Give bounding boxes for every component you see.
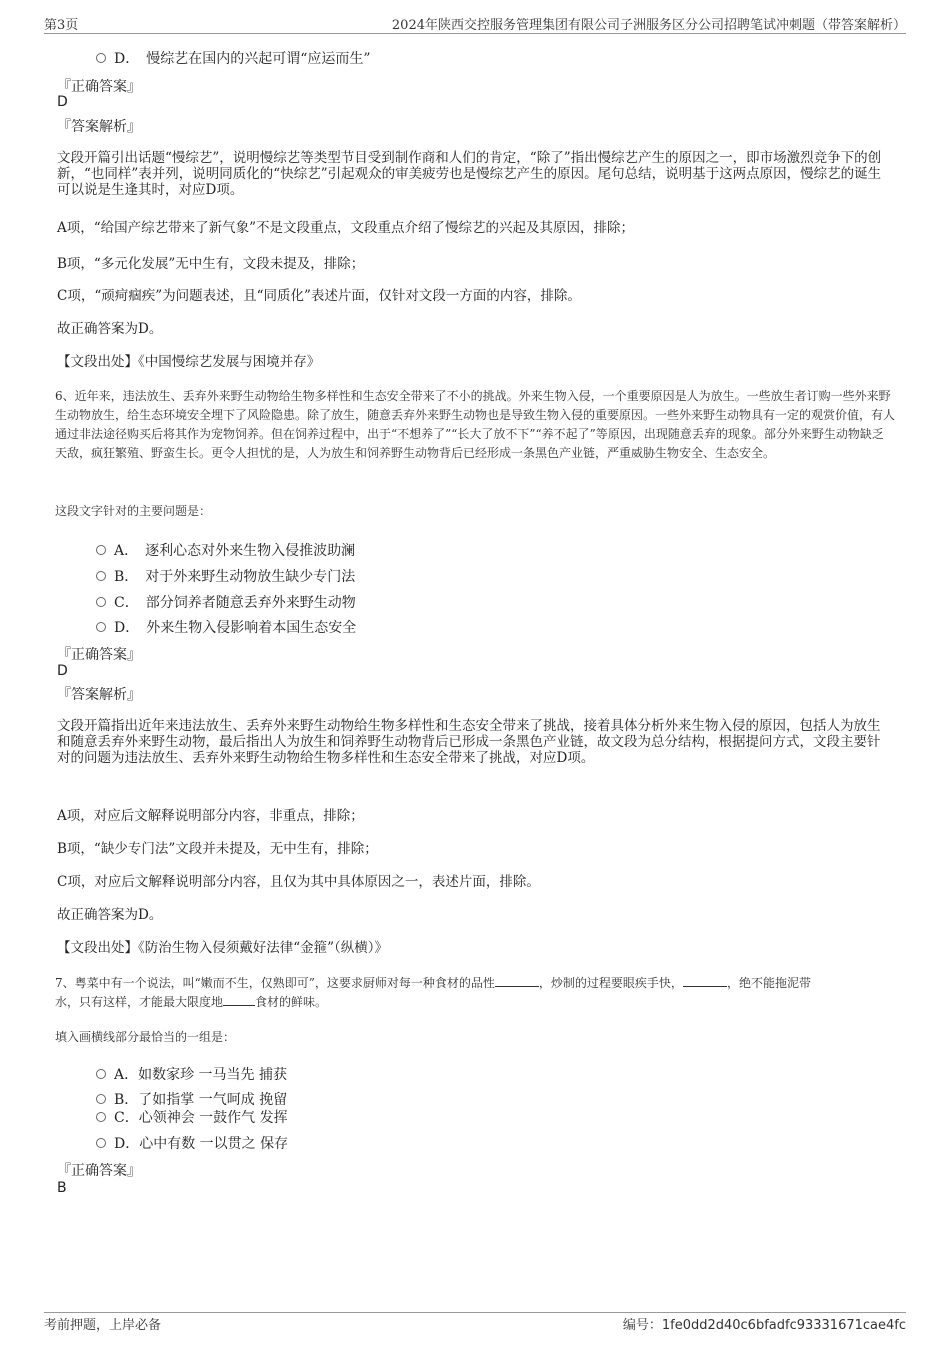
header-divider bbox=[44, 33, 906, 34]
q7-question: 填入画横线部分最恰当的一组是： bbox=[55, 1030, 236, 1044]
q7-answer: B bbox=[57, 1180, 67, 1196]
option-label: A．如数家珍 一马当先 捕获 bbox=[114, 1067, 288, 1083]
radio-icon[interactable] bbox=[96, 1112, 106, 1122]
q5-analysis-label: 『答案解析』 bbox=[57, 119, 141, 135]
option-label: A． 逐利心态对外来生物入侵推波助澜 bbox=[114, 543, 356, 559]
q7-option-d[interactable] bbox=[96, 1133, 288, 1153]
q7-stem-part2: ，炒制的过程要眼疾手快， bbox=[538, 976, 683, 990]
radio-icon[interactable] bbox=[96, 597, 106, 607]
q7-answer-label: 『正确答案』 bbox=[57, 1163, 141, 1179]
option-label: C． 部分饲养者随意丢弃外来野生动物 bbox=[114, 595, 356, 611]
q6-option-a[interactable] bbox=[96, 540, 355, 560]
q5-option-d[interactable] bbox=[96, 48, 371, 68]
document-code bbox=[623, 1314, 906, 1333]
code-value: 1fe0dd2d40c6bfadfc93331671cae4fc bbox=[661, 1318, 906, 1333]
q5-source: 【文段出处】《中国慢综艺发展与困境并存》 bbox=[57, 354, 321, 370]
fill-blank-3[interactable] bbox=[223, 993, 255, 1006]
q5-note-a: A项，“给国产综艺带来了新气象”不是文段重点，文段重点介绍了慢综艺的兴起及其原因，排除； bbox=[57, 220, 635, 236]
radio-icon[interactable] bbox=[96, 1138, 106, 1148]
q7-option-c[interactable] bbox=[96, 1107, 288, 1127]
option-label: B．了如指掌 一气呵成 挽留 bbox=[114, 1092, 288, 1108]
q5-answer-label: 『正确答案』 bbox=[57, 79, 141, 95]
q6-stem: 6、近年来，违法放生、丢弃外来野生动物给生物多样性和生态安全带来了不小的挑战。外来生物入侵，一个重要原因是人为放生。一些放生者订购一些外来野生动物放生，给生态环境安全埋下了风险隐患。除了放生，随意丢弃外来野生动物也是导致生物入侵的重要原因。一些外来野生动物具有一定的观赏价值，有人通过非法途径购买后将其作为宠物饲养。但在饲养过程中，出于“不想养了”“长大了放不下”“养不起了”等原因，出现随意丢弃的现象。部分外来野生动物缺乏天敌，疯狂繁殖、野蛮生长。更令人担忧的是，人为放生和饲养野生动物背后已经形成一条黑色产业链，严重威胁生物安全、生态安全。 bbox=[55, 389, 896, 460]
radio-icon[interactable] bbox=[96, 571, 106, 581]
q6-answer-label: 『正确答案』 bbox=[57, 647, 141, 663]
q7-stem bbox=[55, 974, 895, 1012]
q6-note-c: C项，对应后文解释说明部分内容，且仅为其中具体原因之一，表述片面，排除。 bbox=[57, 874, 540, 890]
q6-note-b: B项，“缺少专门法”文段并未提及，无中生有，排除； bbox=[57, 841, 378, 857]
fill-blank-1[interactable] bbox=[495, 974, 539, 987]
radio-icon[interactable] bbox=[96, 1094, 106, 1104]
radio-icon[interactable] bbox=[96, 53, 106, 63]
option-label: D． 外来生物入侵影响着本国生态安全 bbox=[114, 620, 357, 636]
option-label: C．心领神会 一鼓作气 发挥 bbox=[114, 1110, 288, 1126]
q7-stem-part1: 7、粤菜中有一个说法，叫“嫩而不生，仅熟即可”，这要求厨师对每一种食材的品性 bbox=[55, 976, 495, 990]
q6-note-a: A项，对应后文解释说明部分内容，非重点，排除； bbox=[57, 808, 364, 824]
q5-note-c: C项，“顽疴痼疾”为问题表述，且“同质化”表述片面，仅针对文段一方面的内容，排除。 bbox=[57, 288, 581, 304]
q7-stem-line2-part1: 水，只有这样，才能最大限度地 bbox=[55, 995, 224, 1009]
q7-option-a[interactable] bbox=[96, 1064, 287, 1084]
q7-stem-part3: ，绝不能拖泥带 bbox=[726, 976, 811, 990]
q6-option-c[interactable] bbox=[96, 592, 356, 612]
q5-answer: D bbox=[57, 94, 68, 110]
q6-source: 【文段出处】《防治生物入侵须戴好法律“金箍”（纵横）》 bbox=[57, 940, 389, 956]
code-label: 编号： bbox=[622, 1318, 662, 1333]
radio-icon[interactable] bbox=[96, 622, 106, 632]
fill-blank-2[interactable] bbox=[683, 974, 727, 987]
q6-option-d[interactable] bbox=[96, 617, 356, 637]
q5-analysis: 文段开篇引出话题“慢综艺”，说明慢综艺等类型节目受到制作商和人们的肯定，“除了”指出慢综艺产生的原因之一，即市场激烈竞争下的创新，“也同样”表并列，说明同质化的“快综艺”引起观众的审美疲劳也是慢综艺产生的原因。尾句总结，说明基于这两点原因，慢综艺的诞生可以说是生逢其时，对应D项。 bbox=[57, 150, 882, 198]
option-label: D． 慢综艺在国内的兴起可谓“应运而生” bbox=[114, 51, 371, 67]
q6-question: 这段文字针对的主要问题是： bbox=[55, 504, 212, 518]
q6-analysis: 文段开篇指出近年来违法放生、丢弃外来野生动物给生物多样性和生态安全带来了挑战，接着具体分析外来生物入侵的原因，包括人为放生和随意丢弃外来野生动物，最后指出人为放生和饲养野生动物背后已形成一条黑色产业链，故文段为总分结构，根据提问方式，文段主要针对的问题为违法放生、丢弃外来野生动物给生物多样性和生态安全带来了挑战，对应D项。 bbox=[57, 718, 881, 766]
q7-option-b[interactable] bbox=[96, 1089, 287, 1109]
q6-conclusion: 故正确答案为D。 bbox=[57, 907, 163, 923]
radio-icon[interactable] bbox=[96, 545, 106, 555]
q5-conclusion: 故正确答案为D。 bbox=[57, 321, 163, 337]
q5-note-b: B项，“多元化发展”无中生有，文段未提及，排除； bbox=[57, 256, 365, 272]
document-title: 2024年陕西交控服务管理集团有限公司子洲服务区分公司招聘笔试冲刺题（带答案解析） bbox=[391, 18, 906, 33]
q6-answer: D bbox=[57, 663, 68, 679]
footer-divider bbox=[44, 1312, 906, 1313]
radio-icon[interactable] bbox=[96, 1069, 106, 1079]
footer-slogan: 考前押题，上岸必备 bbox=[44, 1318, 162, 1333]
q6-analysis-label: 『答案解析』 bbox=[57, 687, 141, 703]
page-number: 第3页 bbox=[44, 18, 79, 33]
option-label: D．心中有数 一以贯之 保存 bbox=[114, 1136, 289, 1152]
q7-stem-line2-part2: 食材的鲜味。 bbox=[255, 995, 328, 1009]
q6-option-b[interactable] bbox=[96, 566, 355, 586]
option-label: B． 对于外来野生动物放生缺少专门法 bbox=[114, 569, 356, 585]
